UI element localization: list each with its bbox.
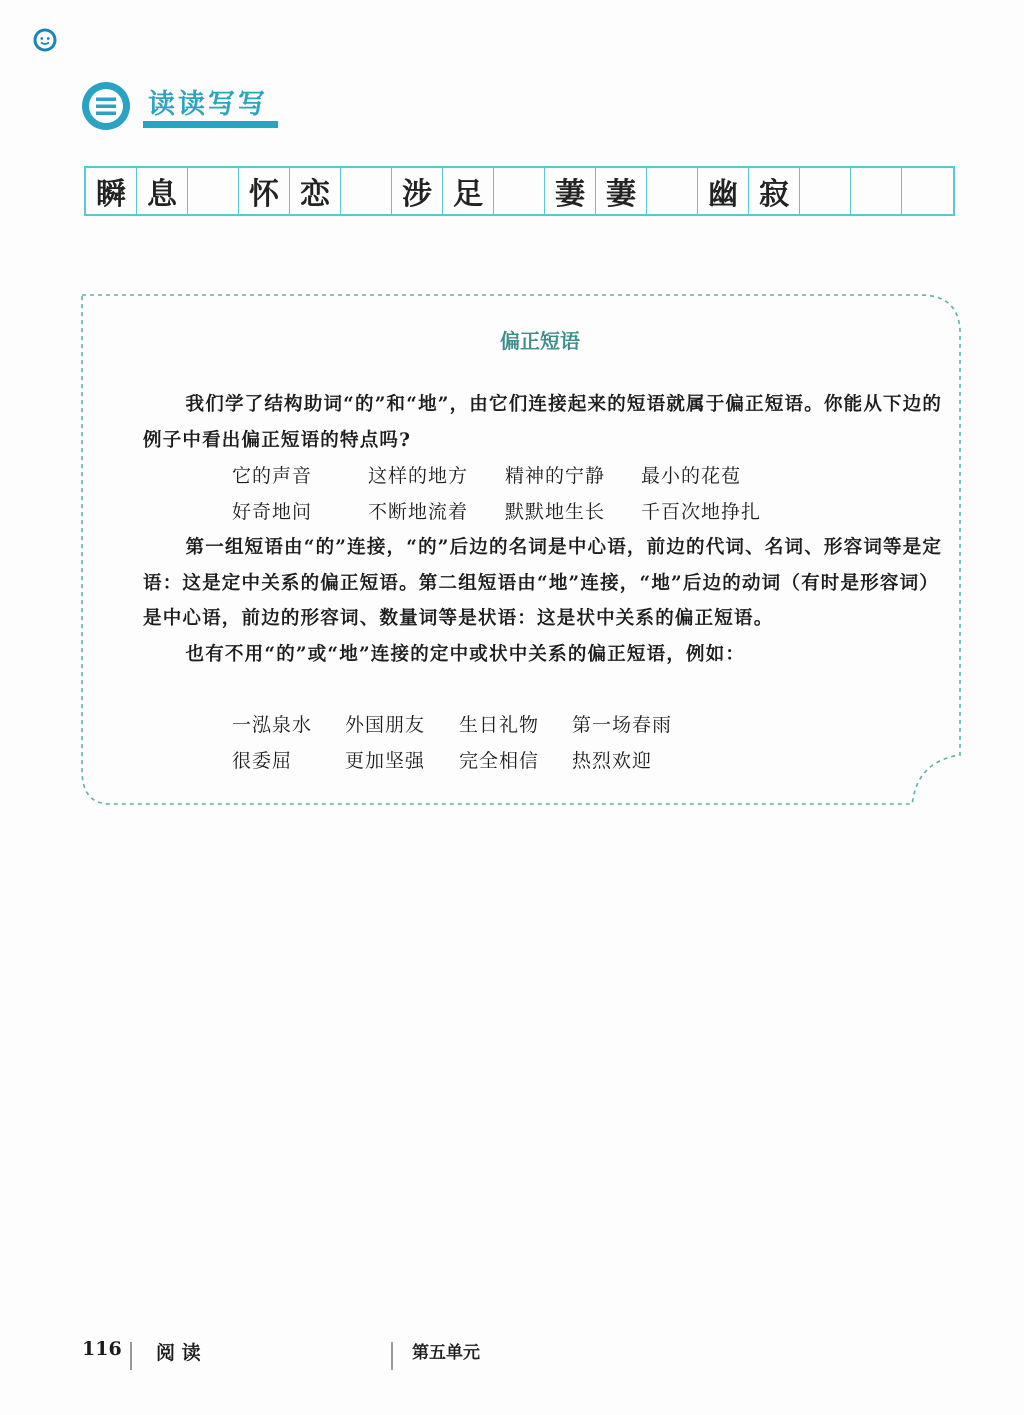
vocab-cell: 幽: [698, 168, 749, 214]
example-phrase: 第一场春雨: [572, 714, 673, 736]
example-phrase: 这样的地方: [368, 465, 469, 487]
footer-section-label: 阅 读: [156, 1342, 201, 1364]
example-phrase: 精神的宁静: [505, 465, 606, 487]
example-phrase: 生日礼物: [459, 714, 540, 736]
paragraph-other: 也有不用“的”或“地”连接的定中或状中关系的偏正短语，例如：: [185, 644, 746, 666]
example-phrase: 一泓泉水: [232, 714, 313, 736]
box-paragraph-1: [143, 387, 943, 458]
example-phrase: 热烈欢迎: [572, 750, 653, 772]
example-phrase: 不断地流着: [368, 501, 469, 523]
example-row-4: [232, 746, 652, 773]
example-row-2: [232, 497, 761, 524]
vocab-cell: 寂: [749, 168, 800, 214]
example-phrase: 更加坚强: [345, 750, 426, 772]
example-phrase: 很委屈: [232, 750, 293, 772]
example-phrase: 默默地生长: [505, 501, 606, 523]
example-row-3: [232, 710, 672, 737]
vocab-cell: 涉: [392, 168, 443, 214]
example-phrase: 外国朋友: [345, 714, 426, 736]
vocab-cell: 萋: [596, 168, 647, 214]
example-phrase: 它的声音: [232, 465, 313, 487]
section-title: 读读写写: [148, 89, 268, 120]
vocab-cell: 怀: [239, 168, 290, 214]
vocab-cell: 足: [443, 168, 494, 214]
page-number: 116: [82, 1338, 122, 1360]
box-title: 偏正短语: [500, 329, 580, 353]
paragraph-intro: 我们学了结构助词“的”和“地”，由它们连接起来的短语就属于偏正短语。你能从下边的例子中看出偏正短语的特点吗?: [143, 394, 943, 451]
vocab-cell: 恋: [290, 168, 341, 214]
vocab-cell: 息: [137, 168, 188, 214]
vocab-cell: 萋: [545, 168, 596, 214]
footer-divider: [391, 1342, 393, 1370]
footer-unit-label: 第五单元: [412, 1343, 480, 1363]
example-phrase: 最小的花苞: [641, 465, 742, 487]
vocab-cell: 瞬: [86, 168, 137, 214]
example-phrase: 好奇地问: [232, 501, 313, 523]
box-paragraph-2: [143, 530, 943, 673]
example-row-1: [232, 461, 741, 488]
footer-divider: [130, 1342, 132, 1370]
example-phrase: 千百次地挣扎: [641, 501, 762, 523]
example-phrase: 完全相信: [459, 750, 540, 772]
paragraph-explanation: 第一组短语由“的”连接，“的”后边的名词是中心语，前边的代词、名词、形容词等是定语：这是定中关系的偏正短语。第二组短语由“地”连接，“地”后边的动词（有时是形容词）是中心语，前边的形容词、数量词等是状语：这是状中关系的偏正短语。: [143, 537, 943, 630]
